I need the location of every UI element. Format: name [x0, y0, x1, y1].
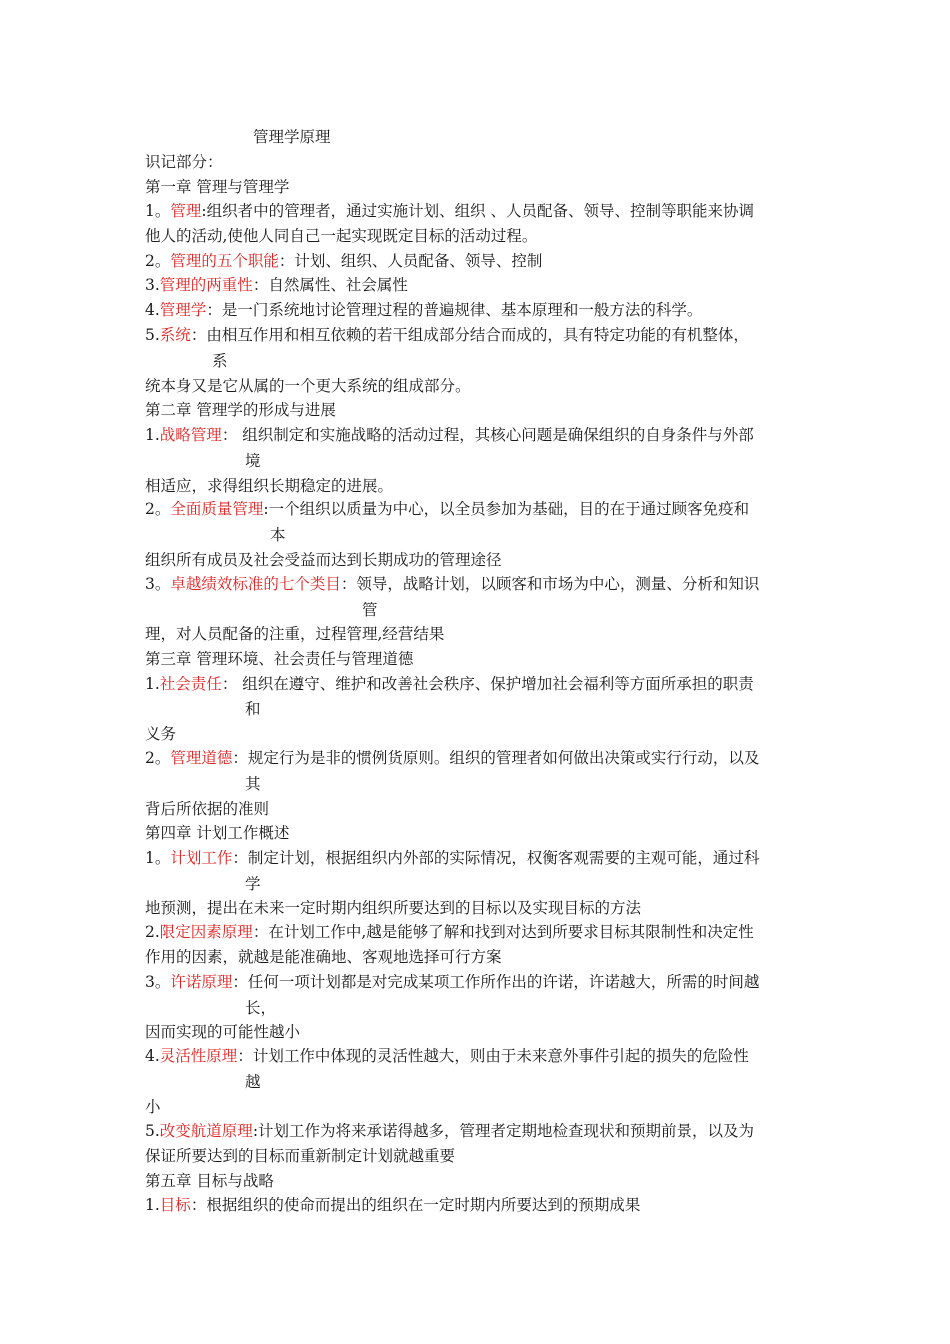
ch1-item-4: [145, 298, 702, 322]
item-text: 2.: [145, 923, 160, 941]
item-text: ：在计划工作中,越是能够了解和找到对达到所要求目标其限制性和决定性: [252, 923, 754, 941]
ch4-item-4-wrap: 越: [245, 1073, 261, 1091]
item-text: ：制定计划，根据组织内外部的实际情况，权衡客观需要的主观可能，通过科: [232, 849, 760, 867]
ch2-item-1: [145, 423, 754, 447]
item-text: :组织者中的管理者，通过实施计划、组织 、人员配备、领导、控制等职能来协调: [201, 202, 755, 220]
ch4-item-3-wrap: 长，: [245, 999, 277, 1017]
item-text: 1.: [145, 426, 160, 444]
item-text: 2。: [145, 500, 171, 518]
ch4-item-3: [145, 970, 759, 994]
ch2-item-2-cont: 组织所有成员及社会受益而达到长期成功的管理途径: [145, 551, 502, 569]
ch4-item-1-cont: 地预测，提出在未来一定时期内组织所要达到的目标以及实现目标的方法: [145, 899, 642, 917]
highlighted-term: 社会责任: [159, 675, 222, 693]
item-text: 4.: [145, 1047, 160, 1065]
item-text: 2。: [145, 749, 171, 767]
ch3-item-2-wrap: 其: [245, 775, 261, 793]
item-text: 1。: [145, 849, 171, 867]
item-text: 1.: [145, 1196, 160, 1214]
ch4-item-5-cont: 保证所要达到的目标而重新制定计划就越重要: [145, 1147, 456, 1165]
highlighted-term: 管理的五个职能: [170, 252, 279, 270]
ch4-item-5: [145, 1119, 754, 1143]
item-text: 1.: [145, 675, 160, 693]
highlighted-term: 全面质量管理: [170, 500, 264, 518]
item-text: ：任何一项计划都是对完成某项工作所作出的许诺，许诺越大，所需的时间越: [232, 973, 760, 991]
item-text: ： 组织制定和实施战略的活动过程，其核心问题是确保组织的自身条件与外部: [221, 426, 754, 444]
ch2-item-1-cont: 相适应，求得组织长期稳定的进展。: [145, 477, 394, 495]
ch4-item-2: [145, 920, 754, 944]
item-text: :计划工作为将来承诺得越多，管理者定期地检查现状和预期前景，以及为: [252, 1122, 755, 1140]
highlighted-term: 管理的两重性: [159, 276, 253, 294]
chapter-4-heading: 第四章 计划工作概述: [145, 824, 290, 842]
ch2-item-3-wrap: 管: [362, 601, 378, 619]
ch2-item-2: [145, 497, 749, 521]
item-text: 3。: [145, 575, 171, 593]
item-text: ：自然属性、社会属性: [252, 276, 408, 294]
ch1-item-2: [145, 249, 542, 273]
chapter-5-heading: 第五章 目标与战略: [145, 1172, 274, 1190]
item-text: ：计划工作中体现的灵活性越大，则由于未来意外事件引起的损失的危险性: [237, 1047, 749, 1065]
highlighted-term: 系统: [159, 326, 191, 344]
document-title: 管理学原理: [253, 128, 331, 146]
section-heading: 识记部分：: [145, 153, 223, 171]
highlighted-term: 卓越绩效标准的七个类目: [170, 575, 341, 593]
item-text: ：计划、组织、人员配备、领导、控制: [278, 252, 543, 270]
item-text: 2。: [145, 252, 171, 270]
ch1-item-3: [145, 273, 408, 297]
ch1-item-5-cont: 统本身又是它从属的一个更大系统的组成部分。: [145, 377, 471, 395]
ch4-item-4-cont: 小: [145, 1098, 161, 1116]
highlighted-term: 管理: [170, 202, 202, 220]
ch2-item-3-cont: 理，对人员配备的注重，过程管理,经营结果: [145, 625, 445, 643]
ch3-item-2-cont: 背后所依据的准则: [145, 800, 270, 818]
highlighted-term: 战略管理: [159, 426, 222, 444]
ch2-item-1-wrap: 境: [245, 452, 261, 470]
item-text: ：由相互作用和相互依赖的若干组成部分结合而成的，具有特定功能的有机整体，: [190, 326, 749, 344]
ch1-item-1-cont: 他人的活动,使他人同自己一起实现既定目标的活动过程。: [145, 227, 538, 245]
ch1-item-5: [145, 323, 749, 347]
highlighted-term: 管理道德: [170, 749, 233, 767]
highlighted-term: 限定因素原理: [159, 923, 253, 941]
ch3-item-1-cont: 义务: [145, 725, 177, 743]
ch4-item-1: [145, 846, 759, 870]
item-text: ：领导，战略计划，以顾客和市场为中心，测量、分析和知识: [340, 575, 760, 593]
ch4-item-1-wrap: 学: [245, 875, 261, 893]
item-text: 5.: [145, 326, 160, 344]
item-text: ：是一门系统地讨论管理过程的普遍规律、基本原理和一般方法的科学。: [206, 301, 703, 319]
highlighted-term: 管理学: [159, 301, 207, 319]
highlighted-term: 灵活性原理: [159, 1047, 238, 1065]
highlighted-term: 计划工作: [170, 849, 233, 867]
item-text: ：根据组织的使命而提出的组织在一定时期内所要达到的预期成果: [190, 1196, 641, 1214]
item-text: 3.: [145, 276, 160, 294]
item-text: ：规定行为是非的惯例货原则。组织的管理者如何做出决策或实行行动，以及: [232, 749, 760, 767]
highlighted-term: 目标: [159, 1196, 191, 1214]
ch4-item-2-cont: 作用的因素，就越是能准确地、客观地选择可行方案: [145, 948, 502, 966]
item-text: :一个组织以质量为中心，以全员参加为基础，目的在于通过顾客免疫和: [263, 500, 750, 518]
ch3-item-1: [145, 672, 754, 696]
item-text: ： 组织在遵守、维护和改善社会秩序、保护增加社会福利等方面所承担的职责: [221, 675, 754, 693]
ch4-item-3-cont: 因而实现的可能性越小: [145, 1023, 301, 1041]
highlighted-term: 许诺原理: [170, 973, 233, 991]
ch3-item-2: [145, 746, 759, 770]
item-text: 3。: [145, 973, 171, 991]
item-text: 5.: [145, 1122, 160, 1140]
item-text: 4.: [145, 301, 160, 319]
ch1-item-1: [145, 199, 754, 223]
item-text: 1。: [145, 202, 171, 220]
ch4-item-4: [145, 1044, 749, 1068]
ch3-item-1-wrap: 和: [245, 700, 261, 718]
chapter-1-heading: 第一章 管理与管理学: [145, 178, 290, 196]
chapter-3-heading: 第三章 管理环境、社会责任与管理道德: [145, 650, 414, 668]
ch2-item-2-wrap: 本: [270, 526, 286, 544]
ch2-item-3: [145, 572, 759, 596]
ch5-item-1: [145, 1193, 640, 1217]
chapter-2-heading: 第二章 管理学的形成与进展: [145, 401, 336, 419]
ch1-item-5-wrap: 系: [212, 352, 228, 370]
highlighted-term: 改变航道原理: [159, 1122, 253, 1140]
